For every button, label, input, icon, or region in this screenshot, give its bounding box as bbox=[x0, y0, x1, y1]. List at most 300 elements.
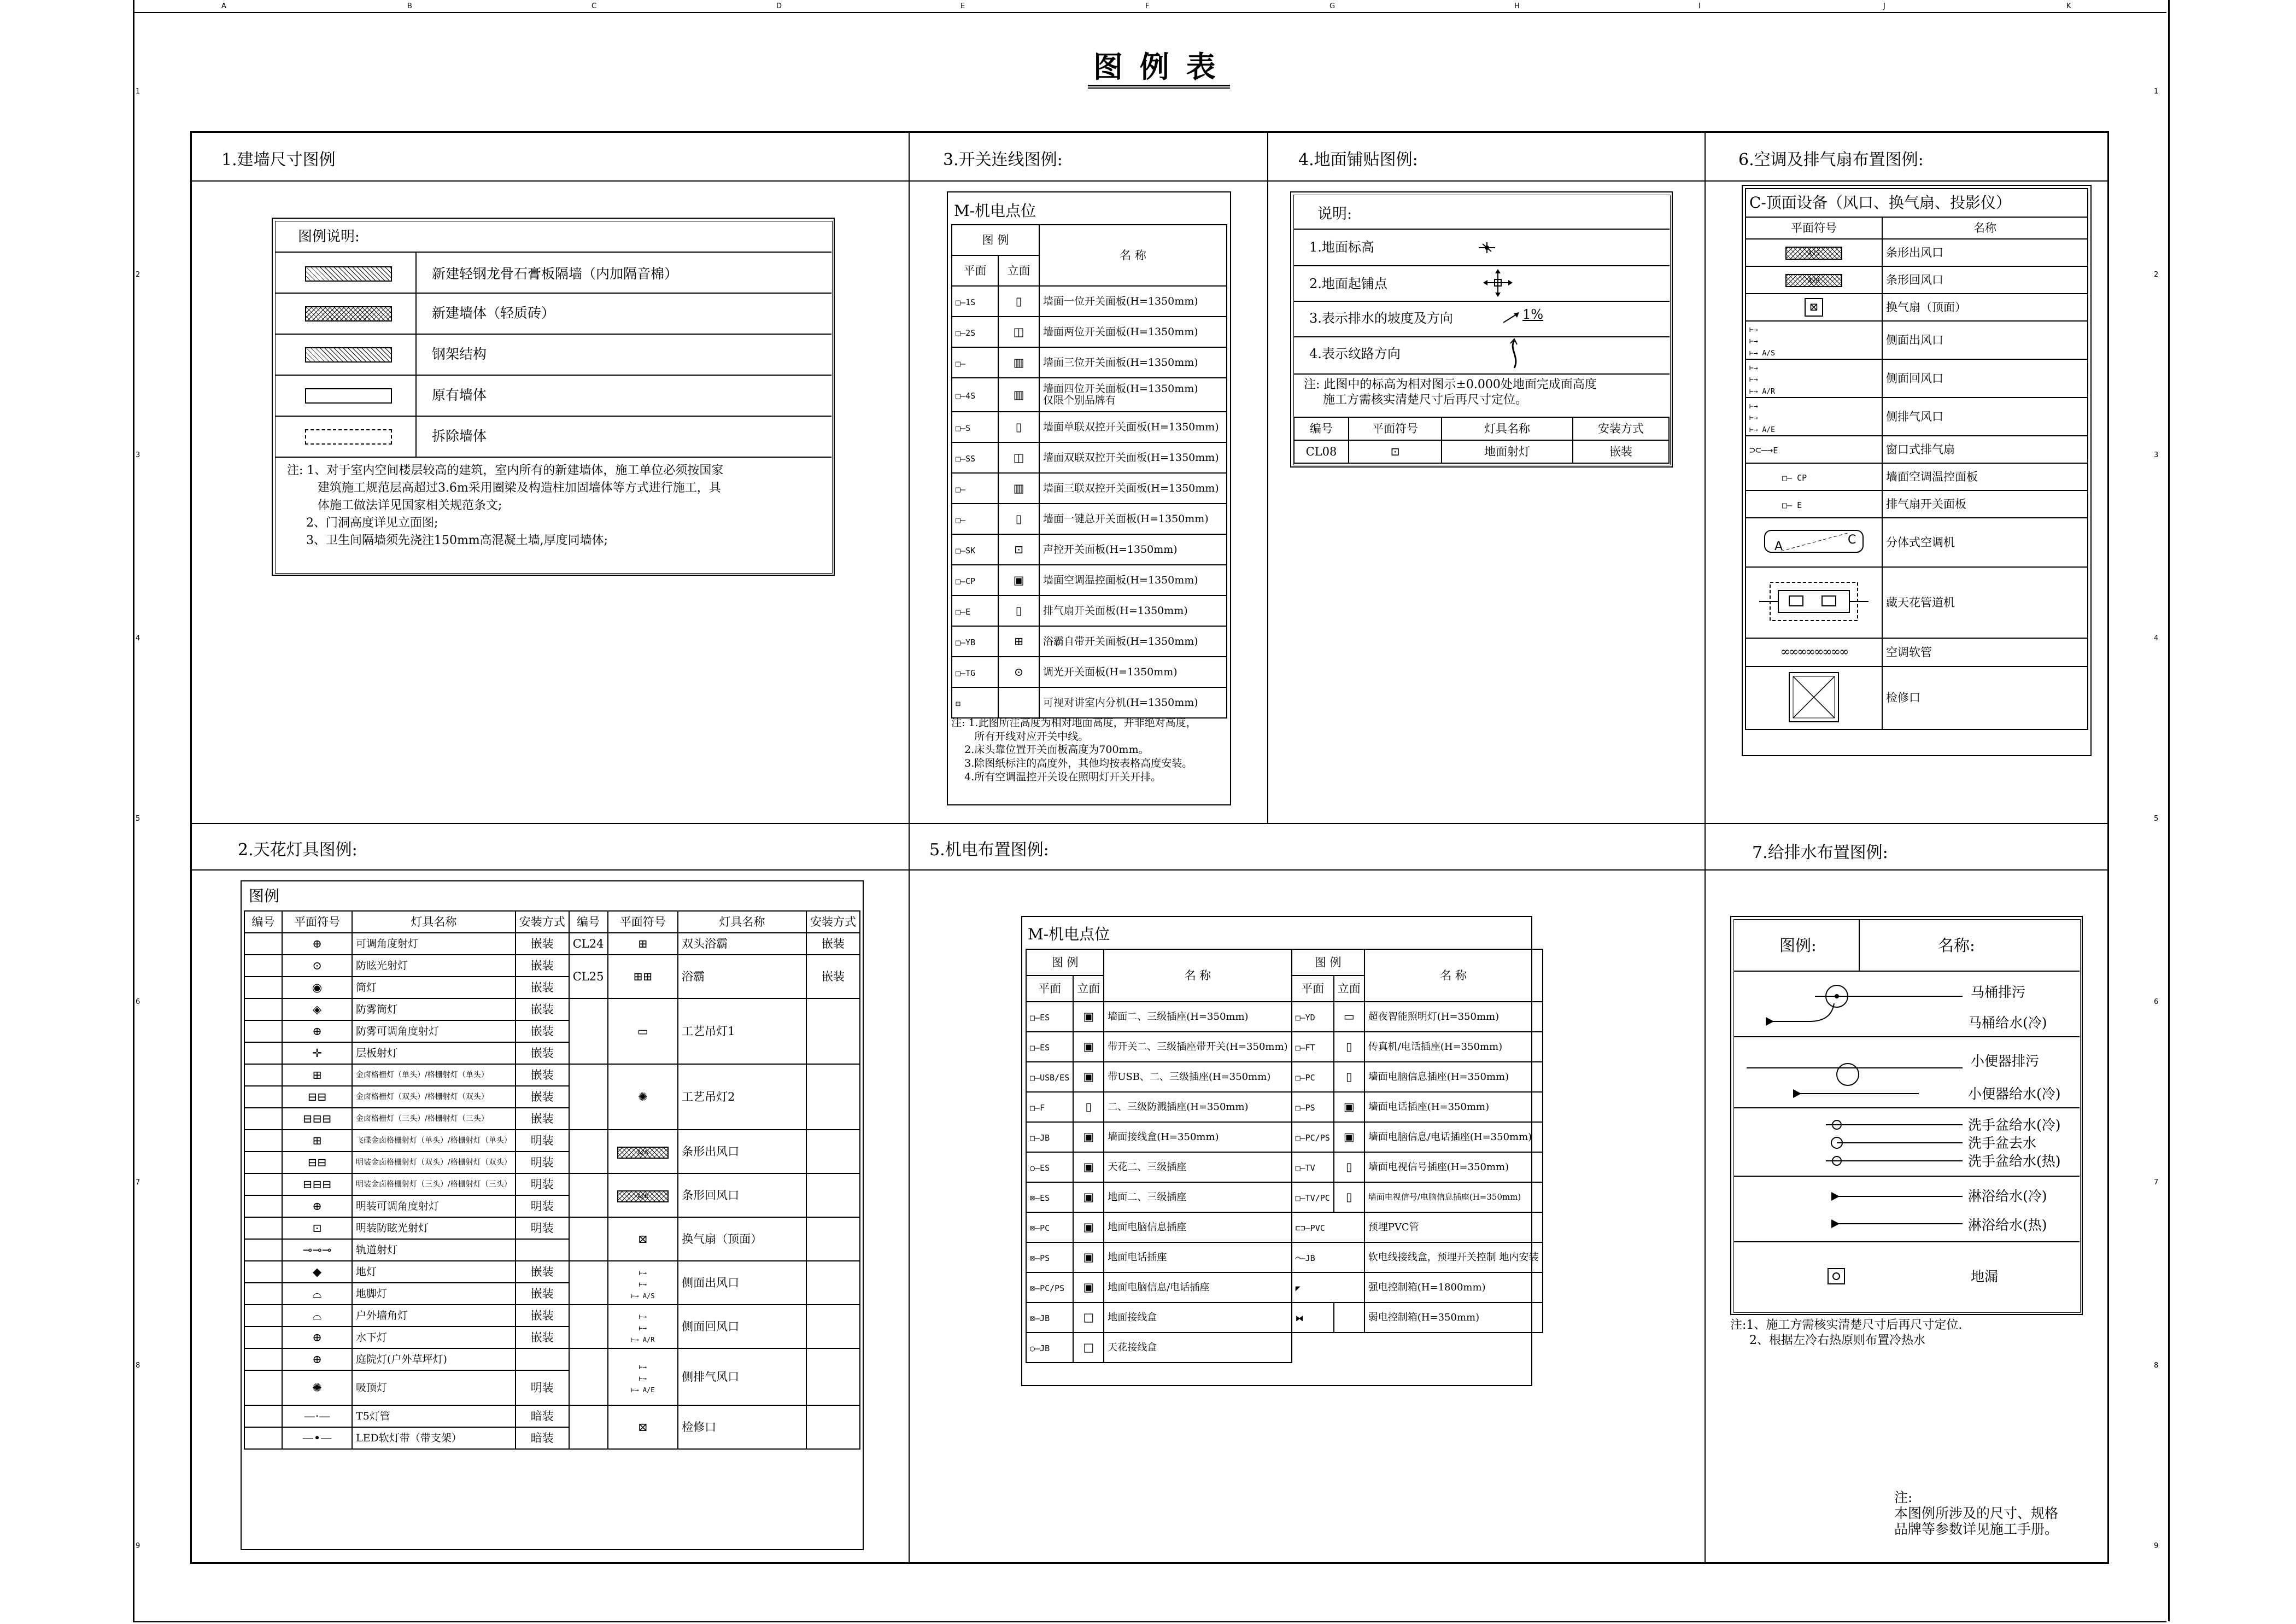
wall-legend-header: 图例说明: bbox=[298, 229, 360, 245]
grid-vline-2 bbox=[1267, 131, 1268, 823]
wall-item-label: 新建轻钢龙骨石膏板隔墙（内加隔音棉） bbox=[432, 266, 678, 282]
wall-row-line bbox=[275, 375, 831, 376]
plumbing-item: 洗手盆去水 bbox=[1968, 1135, 2037, 1151]
floor-cell: 地面射灯 bbox=[1442, 440, 1573, 463]
mep-item-name: 带开关二、三级插座带开关(H=350mm) bbox=[1104, 1032, 1291, 1062]
hvac-symbol-cell: ⊢→ ⊢→ ⊢→ A/S bbox=[1746, 321, 1882, 359]
ceiling-light-mount bbox=[806, 1130, 860, 1173]
switch-item-name: 墙面单联双控开关面板(H=1350mm) bbox=[1039, 412, 1227, 442]
hvac-item: 侧面回风口 bbox=[1882, 359, 2088, 398]
ceiling-id-cell bbox=[244, 1042, 282, 1064]
ceiling-light-mount: 嵌装 bbox=[516, 955, 569, 977]
ceiling-light-name: 工艺吊灯1 bbox=[678, 998, 806, 1064]
mep-item-name: 墙面电脑信息插座(H=350mm) bbox=[1364, 1062, 1543, 1092]
ceiling-light-icon: ⌓ bbox=[282, 1305, 352, 1327]
ceiling-row bbox=[244, 1217, 860, 1239]
ceiling-light-name: 侧面出风口 bbox=[678, 1261, 806, 1305]
hvac-item: 空调软管 bbox=[1882, 638, 2088, 667]
grid-letter: D bbox=[776, 2, 782, 10]
ceiling-table bbox=[244, 910, 860, 1450]
ceiling-id-cell bbox=[569, 1405, 608, 1449]
mep-item-name: 地面二、三级插座 bbox=[1104, 1182, 1291, 1212]
section-title-switch: 3.开关连线图例: bbox=[943, 150, 1063, 170]
ceiling-light-name: 轨道射灯 bbox=[352, 1239, 516, 1261]
mep-plan-symbol: ⊠—PC/PS bbox=[1026, 1272, 1073, 1302]
ceiling-right-icon: A/R bbox=[608, 1173, 678, 1217]
wall-notes: 注: 1、对于室内空间楼层较高的建筑，室内所有的新建墙体，施工单位必须按国家 建筑施工规范层高超过3.6m采用圈梁及构造柱加固墙体等方式进行施工，具 体施工做法详见国家相关规范条文; 2、门洞高度详见立面图; 3、卫生间隔墙须先浇注150mm高混凝土墙,厚度同墙体; bbox=[287, 464, 724, 547]
top-grid-line bbox=[133, 12, 2166, 13]
mep-elev-symbol: ▣ bbox=[1334, 1092, 1364, 1122]
ceiling-light-name: LED软灯带（带支架） bbox=[352, 1427, 516, 1449]
switch-elev-symbol: ▯ bbox=[998, 504, 1039, 534]
plumbing-item: 小便器排污 bbox=[1971, 1053, 2040, 1069]
grid-letter: B bbox=[407, 2, 412, 10]
mep-row bbox=[1026, 1152, 1543, 1182]
mep-item-name: 带USB、二、三级插座(H=350mm) bbox=[1104, 1062, 1291, 1092]
floor-cell: CL08 bbox=[1294, 440, 1349, 463]
ceiling-light-mount: 明装 bbox=[516, 1152, 569, 1173]
lightbrick-wall-symbol bbox=[305, 306, 392, 322]
mep-plan-symbol: □—ES bbox=[1026, 1002, 1073, 1032]
bottom-border-line bbox=[133, 1621, 2166, 1622]
ceiling-light-name: 条形出风口 bbox=[678, 1130, 806, 1173]
ceiling-light-icon: ⌓ bbox=[282, 1283, 352, 1305]
ceiling-id-cell bbox=[244, 955, 282, 977]
grid-letter: K bbox=[2066, 2, 2071, 10]
ceiling-light-icon: ⊕ bbox=[282, 1348, 352, 1370]
mep-row bbox=[1026, 1062, 1543, 1092]
switch-h-legend: 图 例 bbox=[952, 225, 1039, 255]
plumbing-notes: 注:1、施工方需核实清楚尺寸后再尺寸定位. 2、根据左冷右热原则布置冷热水 bbox=[1730, 1318, 1963, 1347]
switch-elev-symbol: ▯ bbox=[998, 595, 1039, 626]
mep-elev-symbol: ▣ bbox=[1073, 1032, 1104, 1062]
ceiling-id-cell bbox=[244, 977, 282, 998]
ceiling-light-name: 地灯 bbox=[352, 1261, 516, 1283]
mep-row bbox=[1026, 1182, 1543, 1212]
ceiling-light-name: 防雾可调角度射灯 bbox=[352, 1020, 516, 1042]
ceiling-id-cell bbox=[244, 1239, 282, 1261]
wall-item-label: 原有墙体 bbox=[432, 387, 487, 403]
ceiling-id-cell bbox=[244, 1064, 282, 1086]
ceiling-id-cell bbox=[244, 1217, 282, 1239]
switch-h-elev: 立面 bbox=[998, 255, 1039, 286]
ceiling-light-icon: ⊟⊟⊟ bbox=[282, 1173, 352, 1195]
ceiling-light-mount: 嵌装 bbox=[516, 1327, 569, 1348]
floor-item-label: 3.表示排水的坡度及方向 bbox=[1309, 311, 1453, 326]
ceiling-id-cell bbox=[569, 1064, 608, 1130]
ceiling-light-mount: 嵌装 bbox=[516, 1020, 569, 1042]
switch-notes: 注: 1.此图所注高度为相对地面高度，并非绝对高度， 所有开线对应开关中线。 2.床头靠位置开关面板高度为700mm。 3.除图纸标注的高度外，其他均按表格高度安装。 4.所有空调温控开关设在照明灯开关开排。 bbox=[951, 717, 1197, 783]
ceiling-light-mount bbox=[806, 1064, 860, 1130]
ceiling-light-mount: 嵌装 bbox=[516, 1305, 569, 1327]
mep-item-name: 地面电脑信息/电话插座 bbox=[1104, 1272, 1291, 1302]
ceiling-light-mount: 暗装 bbox=[516, 1405, 569, 1427]
slope-arrow-icon bbox=[1501, 309, 1522, 325]
switch-item-name: 墙面空调温控面板(H=1350mm) bbox=[1039, 565, 1227, 595]
mep-elev-symbol: ▣ bbox=[1073, 1242, 1104, 1272]
mep-item-name: 超夜智能照明灯(H=350mm) bbox=[1364, 1002, 1543, 1032]
floor-row-line bbox=[1293, 265, 1670, 266]
plumbing-item: 洗手盆给水(冷) bbox=[1968, 1117, 2061, 1133]
side-supply-code: A/S bbox=[1762, 349, 1775, 358]
mep-item-name: 软电线接线盒，预埋开关控制 地内安装 bbox=[1364, 1242, 1543, 1272]
ceiling-right-icon: A/S bbox=[608, 1130, 678, 1173]
title-underline bbox=[1088, 85, 1230, 86]
mep-row bbox=[1026, 1092, 1543, 1122]
mep-item-name: 墙面二、三级插座(H=350mm) bbox=[1104, 1002, 1291, 1032]
ceiling-light-icon: —•— bbox=[282, 1427, 352, 1449]
hvac-symbol-cell: □— E bbox=[1746, 490, 1882, 518]
ceiling-light-name: 可调角度射灯 bbox=[352, 933, 516, 955]
grid-number: 8 bbox=[136, 1362, 140, 1370]
floor-col-head: 灯具名称 bbox=[1442, 417, 1573, 440]
floor-cell: 嵌装 bbox=[1573, 440, 1669, 463]
ceiling-light-name: 检修口 bbox=[678, 1405, 806, 1449]
switch-plan-symbol: □—CP bbox=[952, 565, 998, 595]
ducted-ac-icon bbox=[1756, 571, 1871, 632]
mep-plan-symbol: □—YD bbox=[1292, 1002, 1334, 1032]
switch-item-name: 墙面三联双控开关面板(H=1350mm) bbox=[1039, 473, 1227, 504]
switch-item-name: 墙面一位开关面板(H=1350mm) bbox=[1039, 286, 1227, 317]
ceiling-light-mount: 明装 bbox=[516, 1173, 569, 1195]
mep-item-name: 强电控制箱(H=1800mm) bbox=[1364, 1272, 1543, 1302]
switch-plan-symbol: □—2S bbox=[952, 317, 998, 347]
ceiling-id-cell bbox=[244, 1020, 282, 1042]
floor-table bbox=[1293, 417, 1670, 464]
mep-row bbox=[1026, 1212, 1543, 1242]
switch-table-title: M-机电点位 bbox=[954, 202, 1036, 220]
hvac-item: 条形出风口 bbox=[1882, 239, 2088, 266]
urinal-pipe-icon bbox=[1744, 1044, 1973, 1102]
switch-item-name: 墙面两位开关面板(H=1350mm) bbox=[1039, 317, 1227, 347]
ceiling-id-cell bbox=[569, 1217, 608, 1261]
ceiling-light-name: 筒灯 bbox=[352, 977, 516, 998]
split-ac-label-a: A bbox=[1774, 540, 1783, 553]
ceiling-id-cell: CL25 bbox=[569, 955, 608, 998]
floor-legend-header: 说明: bbox=[1317, 206, 1352, 223]
hvac-item: 藏天花管道机 bbox=[1882, 567, 2088, 638]
wall-row-line bbox=[275, 252, 831, 253]
mep-item-name: 墙面电视信号插座(H=350mm) bbox=[1364, 1152, 1543, 1182]
grid-number: 2 bbox=[136, 271, 140, 279]
ceiling-light-name: 水下灯 bbox=[352, 1327, 516, 1348]
mep-item-name: 地面电话插座 bbox=[1104, 1242, 1291, 1272]
mep-h-name: 名 称 bbox=[1364, 949, 1543, 1002]
ceiling-header: 图例 bbox=[249, 887, 280, 905]
ceiling-light-name: 明装金卤格栅射灯（三头）/格栅射灯（三头） bbox=[352, 1173, 516, 1195]
switch-plan-symbol: □—SK bbox=[952, 534, 998, 565]
ceiling-row bbox=[244, 933, 860, 955]
ceiling-id-cell bbox=[244, 1261, 282, 1283]
switch-h-name: 名 称 bbox=[1039, 225, 1227, 286]
hvac-col-head: 名称 bbox=[1882, 217, 2088, 239]
shower-pipe-icon bbox=[1744, 1181, 1973, 1236]
grid-number: 1 bbox=[136, 87, 140, 96]
ceiling-light-name: 防雾筒灯 bbox=[352, 998, 516, 1020]
mep-elev-symbol: ▣ bbox=[1073, 1002, 1104, 1032]
ceiling-light-name: 金卤格栅灯（双头）/格栅射灯（双头） bbox=[352, 1086, 516, 1108]
ceiling-id-cell bbox=[244, 1283, 282, 1305]
switch-plan-symbol: □— bbox=[952, 473, 998, 504]
mep-item-name: 墙面电话插座(H=350mm) bbox=[1364, 1092, 1543, 1122]
section-title-hvac: 6.空调及排气扇布置图例: bbox=[1738, 150, 1924, 170]
grain-direction-icon bbox=[1506, 338, 1522, 371]
floor-col-head: 编号 bbox=[1294, 417, 1349, 440]
grid-letter: C bbox=[591, 2, 597, 10]
ceiling-id-cell bbox=[569, 1305, 608, 1348]
grid-number: 5 bbox=[136, 815, 140, 823]
ceiling-light-mount: 嵌装 bbox=[516, 998, 569, 1020]
ceiling-light-mount: 明装 bbox=[516, 1217, 569, 1239]
mep-plan-symbol: ○—ES bbox=[1026, 1152, 1073, 1182]
mep-plan-symbol: ⧓ bbox=[1292, 1302, 1334, 1333]
ceiling-light-icon: ◆ bbox=[282, 1261, 352, 1283]
floor-row-line bbox=[1293, 301, 1670, 302]
ceiling-light-name: 明装防眩光射灯 bbox=[352, 1217, 516, 1239]
hvac-col-head: 平面符号 bbox=[1746, 217, 1882, 239]
grid-number: 9 bbox=[2154, 1542, 2159, 1550]
mep-table-title: M-机电点位 bbox=[1028, 925, 1110, 943]
mep-item-name: 二、三级防溅插座(H=350mm) bbox=[1104, 1092, 1291, 1122]
ceiling-id-cell bbox=[244, 1370, 282, 1405]
hvac-table bbox=[1745, 188, 2088, 730]
ceiling-light-name: 侧排气风口 bbox=[678, 1348, 806, 1405]
ceiling-light-mount: 嵌装 bbox=[516, 977, 569, 998]
mep-plan-symbol: □—TV bbox=[1292, 1152, 1334, 1182]
ceiling-id-cell bbox=[244, 1305, 282, 1327]
ceiling-col-head: 编号 bbox=[569, 911, 608, 933]
floor-lamp-symbol: ⊡ bbox=[1349, 440, 1442, 463]
mep-row bbox=[1026, 1122, 1543, 1152]
switch-elev-symbol bbox=[998, 687, 1039, 718]
grid-letter: H bbox=[1514, 2, 1520, 10]
ceiling-row bbox=[244, 1261, 860, 1283]
switch-elev-symbol: ▥ bbox=[998, 347, 1039, 378]
mep-elev-symbol: ▯ bbox=[1073, 1092, 1104, 1122]
grid-hline-mid2 bbox=[190, 869, 2109, 871]
ceiling-light-name: 双头浴霸 bbox=[678, 933, 806, 955]
lightsteel-wall-symbol bbox=[305, 266, 392, 282]
mep-h-legend: 图 例 bbox=[1292, 949, 1364, 975]
ceiling-light-icon: ⊟⊟ bbox=[282, 1086, 352, 1108]
fan-switch-code: E bbox=[1797, 500, 1802, 510]
mep-plan-symbol: □—FT bbox=[1292, 1032, 1334, 1062]
ceiling-right-icon: ⊞⊞ bbox=[608, 955, 678, 998]
ceiling-row bbox=[244, 1173, 860, 1195]
plumbing-item: 淋浴给水(热) bbox=[1968, 1217, 2047, 1233]
ceiling-light-mount bbox=[806, 1348, 860, 1405]
ceiling-light-icon: ⊕ bbox=[282, 1195, 352, 1217]
plumbing-item: 马桶给水(冷) bbox=[1968, 1015, 2047, 1031]
floor-item-label: 1.地面标高 bbox=[1309, 239, 1374, 255]
mep-item-name: 墙面接线盒(H=350mm) bbox=[1104, 1122, 1291, 1152]
mep-elev-symbol: ▣ bbox=[1073, 1212, 1104, 1242]
plumbing-row-line bbox=[1733, 1241, 2080, 1242]
ceiling-light-icon: ⊕ bbox=[282, 933, 352, 955]
ceiling-light-icon: ⊞ bbox=[282, 1064, 352, 1086]
mep-elev-symbol bbox=[1334, 1302, 1364, 1333]
hvac-table-title: C-顶面设备（风口、换气扇、投影仪） bbox=[1746, 189, 2088, 217]
ceiling-light-name: 换气扇（顶面） bbox=[678, 1217, 806, 1261]
mep-elev-symbol: ▣ bbox=[1073, 1152, 1104, 1182]
switch-elev-symbol: ▥ bbox=[998, 473, 1039, 504]
ceiling-row bbox=[244, 1405, 860, 1427]
thermostat-code: CP bbox=[1797, 472, 1807, 483]
slope-value: 1% bbox=[1522, 307, 1544, 322]
grid-letter: I bbox=[1698, 2, 1701, 10]
hvac-symbol-cell bbox=[1746, 567, 1882, 638]
mep-item-name: 传真机/电话插座(H=350mm) bbox=[1364, 1032, 1543, 1062]
ceiling-light-name: 层板射灯 bbox=[352, 1042, 516, 1064]
mep-plan-symbol: ⊠—JB bbox=[1026, 1302, 1073, 1333]
ceiling-light-name: T5灯管 bbox=[352, 1405, 516, 1427]
mep-plan-symbol: ⊠—ES bbox=[1026, 1182, 1073, 1212]
ceiling-id-cell bbox=[244, 1348, 282, 1370]
ceiling-light-icon: ✛ bbox=[282, 1042, 352, 1064]
ceiling-id-cell bbox=[569, 998, 608, 1064]
grid-number: 1 bbox=[2154, 87, 2159, 96]
ceiling-light-mount: 嵌装 bbox=[516, 1064, 569, 1086]
mep-elev-symbol: ▭ bbox=[1334, 1002, 1364, 1032]
ceiling-id-cell: CL24 bbox=[569, 933, 608, 955]
plumbing-head-line bbox=[1733, 971, 2080, 972]
grid-number: 7 bbox=[136, 1178, 140, 1187]
switch-elev-symbol: ⊡ bbox=[998, 534, 1039, 565]
ceiling-col-head: 平面符号 bbox=[608, 911, 678, 933]
floor-col-head: 平面符号 bbox=[1349, 417, 1442, 440]
switch-plan-symbol: □—TG bbox=[952, 657, 998, 687]
ceiling-id-cell bbox=[244, 933, 282, 955]
mep-h-plan: 平面 bbox=[1026, 975, 1073, 1002]
mep-table bbox=[1026, 949, 1543, 1363]
mep-plan-symbol: ⊠—PS bbox=[1026, 1242, 1073, 1272]
mep-row bbox=[1026, 1032, 1543, 1062]
mep-h-plan: 平面 bbox=[1292, 975, 1334, 1002]
section-title-wall: 1.建墙尺寸图例 bbox=[221, 150, 336, 170]
switch-item-name: 排气扇开关面板(H=1350mm) bbox=[1039, 595, 1227, 626]
ceiling-id-cell bbox=[244, 1086, 282, 1108]
grid-letter: E bbox=[960, 2, 965, 10]
mep-item-name: 地面电脑信息插座 bbox=[1104, 1212, 1291, 1242]
ceiling-light-icon: ◈ bbox=[282, 998, 352, 1020]
mep-item-name: 天花接线盒 bbox=[1104, 1333, 1291, 1363]
ceiling-light-icon: ⊟⊟⊟ bbox=[282, 1108, 352, 1130]
hvac-symbol-cell bbox=[1746, 667, 1882, 729]
mep-row bbox=[1026, 1272, 1543, 1302]
hvac-item: 分体式空调机 bbox=[1882, 518, 2088, 567]
mep-plan-symbol: □—TV/PC bbox=[1292, 1182, 1334, 1212]
mep-plan-symbol: ⊏⊐—PVC bbox=[1292, 1212, 1364, 1242]
exhaust-fan-icon: ⊠ bbox=[1805, 298, 1823, 317]
basin-pipe-icon bbox=[1744, 1113, 1973, 1173]
mep-row bbox=[1026, 1242, 1543, 1272]
ceiling-light-name: 金卤格栅灯（三头）/格栅射灯（三头） bbox=[352, 1108, 516, 1130]
ceiling-col-head: 安装方式 bbox=[806, 911, 860, 933]
ceiling-id-cell bbox=[569, 1348, 608, 1405]
grid-number: 9 bbox=[136, 1542, 140, 1550]
ceiling-light-name: 侧面回风口 bbox=[678, 1305, 806, 1348]
mep-elev-symbol: ▣ bbox=[1334, 1122, 1364, 1152]
switch-elev-symbol: ▯ bbox=[998, 286, 1039, 317]
ceiling-right-icon: ⊢→ ⊢→ ⊢→ A/E bbox=[608, 1348, 678, 1405]
wall-item-label: 拆除墙体 bbox=[432, 428, 487, 444]
floor-item-label: 2.地面起铺点 bbox=[1309, 276, 1387, 291]
grid-number: 3 bbox=[136, 451, 140, 459]
ceiling-right-icon: ⊢→ ⊢→ ⊢→ A/S bbox=[608, 1261, 678, 1305]
hvac-symbol-cell: ⊃⊂—→E bbox=[1746, 436, 1882, 463]
ceiling-light-mount: 明装 bbox=[516, 1195, 569, 1217]
section-title-ceiling: 2.天花灯具图例: bbox=[238, 840, 358, 860]
ceiling-light-icon: ⊕ bbox=[282, 1020, 352, 1042]
mep-item-name: 墙面电视信号/电脑信息插座(H=350mm) bbox=[1364, 1182, 1543, 1212]
ceiling-light-mount: 明装 bbox=[516, 1370, 569, 1405]
mep-item-name: 地面接线盒 bbox=[1104, 1302, 1291, 1333]
demolish-wall-symbol bbox=[305, 429, 392, 445]
switch-plan-symbol: □—E bbox=[952, 595, 998, 626]
ceiling-col-head: 平面符号 bbox=[282, 911, 352, 933]
hvac-symbol-cell bbox=[1746, 294, 1882, 321]
plumbing-row-line bbox=[1733, 1107, 2080, 1108]
switch-item-name: 墙面双联双控开关面板(H=1350mm) bbox=[1039, 442, 1227, 473]
grid-vline-1 bbox=[909, 131, 910, 1564]
title-underline-2 bbox=[1088, 87, 1230, 89]
mep-elev-symbol: ▯ bbox=[1334, 1152, 1364, 1182]
switch-h-plan: 平面 bbox=[952, 255, 998, 286]
ceiling-col-head: 编号 bbox=[244, 911, 282, 933]
switch-item-name: 墙面三位开关面板(H=1350mm) bbox=[1039, 347, 1227, 378]
existing-wall-symbol bbox=[305, 388, 392, 404]
side-return-code: A/R bbox=[1762, 387, 1775, 396]
ceiling-row bbox=[244, 1064, 860, 1086]
ceiling-light-mount bbox=[516, 1348, 569, 1370]
page-title: 图 例 表 bbox=[1093, 49, 1219, 84]
ceiling-light-mount bbox=[806, 1405, 860, 1449]
mep-plan-symbol: ⊠—PC bbox=[1026, 1212, 1073, 1242]
ceiling-light-icon: ⊙ bbox=[282, 955, 352, 977]
grid-hline-top bbox=[190, 180, 2109, 182]
ceiling-id-cell bbox=[244, 998, 282, 1020]
side-exhaust-code: A/E bbox=[1762, 425, 1775, 434]
switch-plan-symbol: □—SS bbox=[952, 442, 998, 473]
window-fan-code: E bbox=[1773, 445, 1778, 455]
switch-elev-symbol: ▯ bbox=[998, 412, 1039, 442]
split-ac-label-c: C bbox=[1848, 533, 1856, 547]
hvac-item: 换气扇（顶面） bbox=[1882, 294, 2088, 321]
floor-drain-icon bbox=[1826, 1267, 1848, 1285]
mep-elev-symbol: ▣ bbox=[1073, 1062, 1104, 1092]
plumbing-h-name: 名称: bbox=[1938, 936, 1975, 955]
mep-elev-symbol: ▣ bbox=[1073, 1272, 1104, 1302]
plumbing-item: 马桶排污 bbox=[1971, 984, 2026, 1000]
ceiling-id-cell bbox=[244, 1108, 282, 1130]
split-ac-icon bbox=[1759, 525, 1869, 558]
floor-row-line bbox=[1293, 336, 1670, 337]
switch-plan-symbol: □—1S bbox=[952, 286, 998, 317]
ceiling-light-mount bbox=[806, 1217, 860, 1261]
switch-item-name: 浴霸自带开关面板(H=1350mm) bbox=[1039, 626, 1227, 657]
ceiling-right-icon: ▭ bbox=[608, 998, 678, 1064]
switch-elev-symbol: ◫ bbox=[998, 442, 1039, 473]
switch-plan-symbol: □—4S bbox=[952, 378, 998, 412]
return-diffuser-icon: A/R bbox=[1785, 274, 1842, 287]
switch-item-name: 可视对讲室内分机(H=1350mm) bbox=[1039, 687, 1227, 718]
ceiling-light-mount bbox=[806, 1261, 860, 1305]
mep-item-name: 预埋PVC管 bbox=[1364, 1212, 1543, 1242]
grid-letter: J bbox=[1883, 2, 1885, 10]
ceiling-row bbox=[244, 1348, 860, 1370]
mep-plan-symbol: □—USB/ES bbox=[1026, 1062, 1073, 1092]
hvac-symbol-cell: ⊢→ ⊢→ ⊢→ A/E bbox=[1746, 398, 1882, 436]
